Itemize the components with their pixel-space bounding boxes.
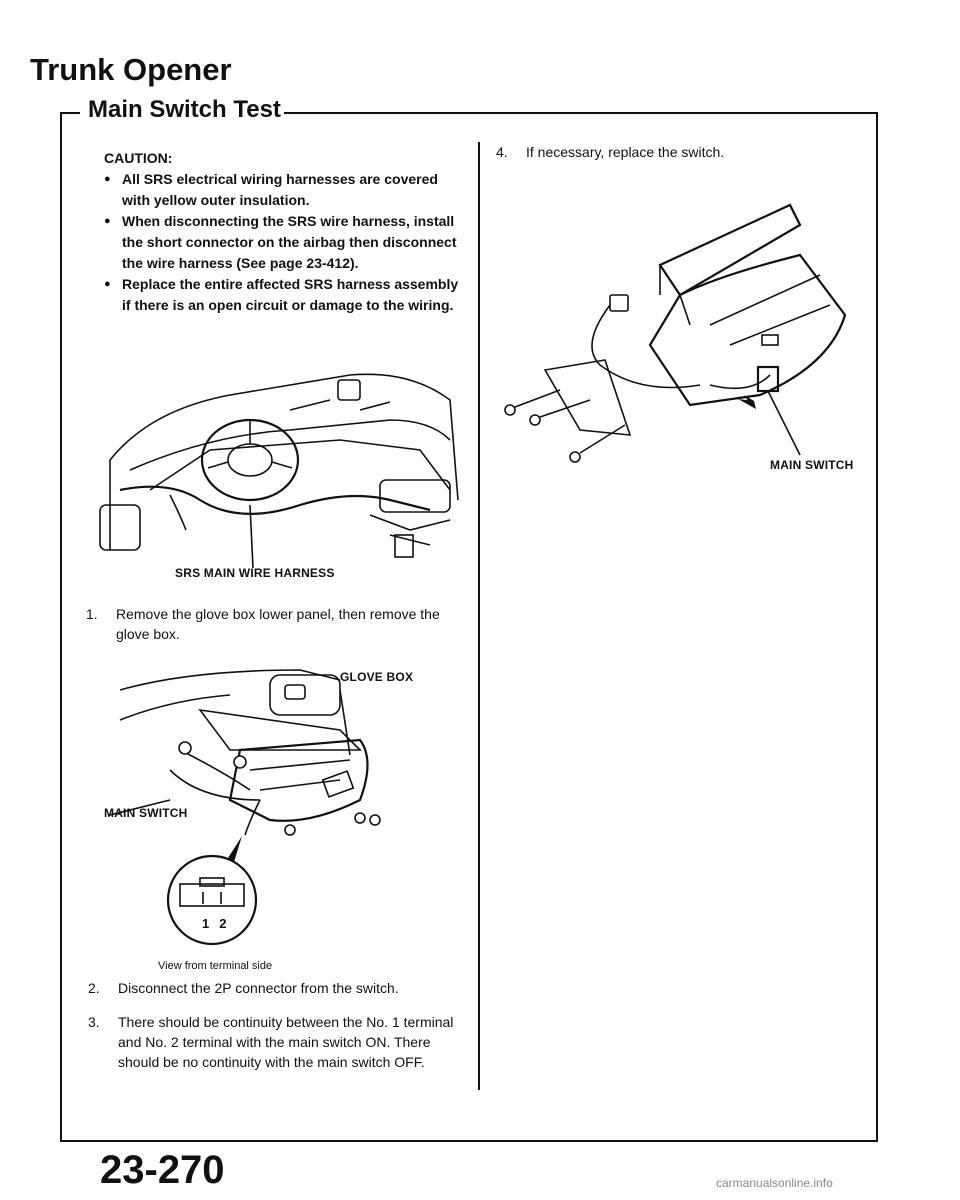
step-2 xyxy=(88,978,468,998)
step-text: Disconnect the 2P connector from the switch. xyxy=(118,980,399,996)
frame-bottom-border xyxy=(60,1140,878,1142)
frame-right-border xyxy=(876,112,878,1142)
glove-box-label: GLOVE BOX xyxy=(340,670,414,684)
caution-heading: CAUTION: xyxy=(104,150,173,166)
step-4 xyxy=(496,142,856,162)
dashboard-harness-illustration xyxy=(90,340,465,570)
step-number: 3. xyxy=(88,1014,100,1030)
srs-harness-label: SRS MAIN WIRE HARNESS xyxy=(175,566,335,580)
main-switch-label: MAIN SWITCH xyxy=(104,806,188,820)
caution-item: ● When disconnecting the SRS wire harness, install the short connector on the airbag then disconnect the wire harness (See page 23-412). xyxy=(104,211,464,274)
step-text: If necessary, replace the switch. xyxy=(526,144,725,160)
connector-caption: View from terminal side xyxy=(158,960,273,972)
watermark: carmanualsonline.info xyxy=(716,1176,833,1190)
step-number: 1. xyxy=(86,606,98,622)
frame-left-border xyxy=(60,112,62,1142)
caution-list xyxy=(104,169,464,316)
section-rule-right xyxy=(284,112,878,114)
step-number: 2. xyxy=(88,980,100,996)
step-number: 4. xyxy=(496,144,508,160)
caution-item: ● All SRS electrical wiring harnesses are covered with yellow outer insulation. xyxy=(104,169,464,211)
connector-terminal-numbers xyxy=(202,916,236,931)
step-3 xyxy=(88,1012,468,1072)
page-title: Trunk Opener xyxy=(30,52,232,87)
caution-item: ● Replace the entire affected SRS harness assembly if there is an open circuit or damage to the wiring. xyxy=(104,274,464,316)
step-text: Remove the glove box lower panel, then remove the glove box. xyxy=(116,606,440,642)
section-rule-left xyxy=(60,112,80,114)
terminal-1-label: 1 xyxy=(202,916,220,931)
step-text: There should be continuity between the No. 1 terminal and No. 2 terminal with the main switch ON. There should be no continuity with the main switch OFF. xyxy=(118,1014,454,1070)
main-switch-removal-illustration xyxy=(500,195,860,465)
caution-block xyxy=(104,148,464,316)
section-title: Main Switch Test xyxy=(88,96,281,123)
column-divider xyxy=(478,142,480,1090)
step-1 xyxy=(86,604,466,644)
terminal-2-label: 2 xyxy=(219,916,237,931)
main-switch-label: MAIN SWITCH xyxy=(770,458,854,472)
page-number: 23-270 xyxy=(100,1148,225,1192)
